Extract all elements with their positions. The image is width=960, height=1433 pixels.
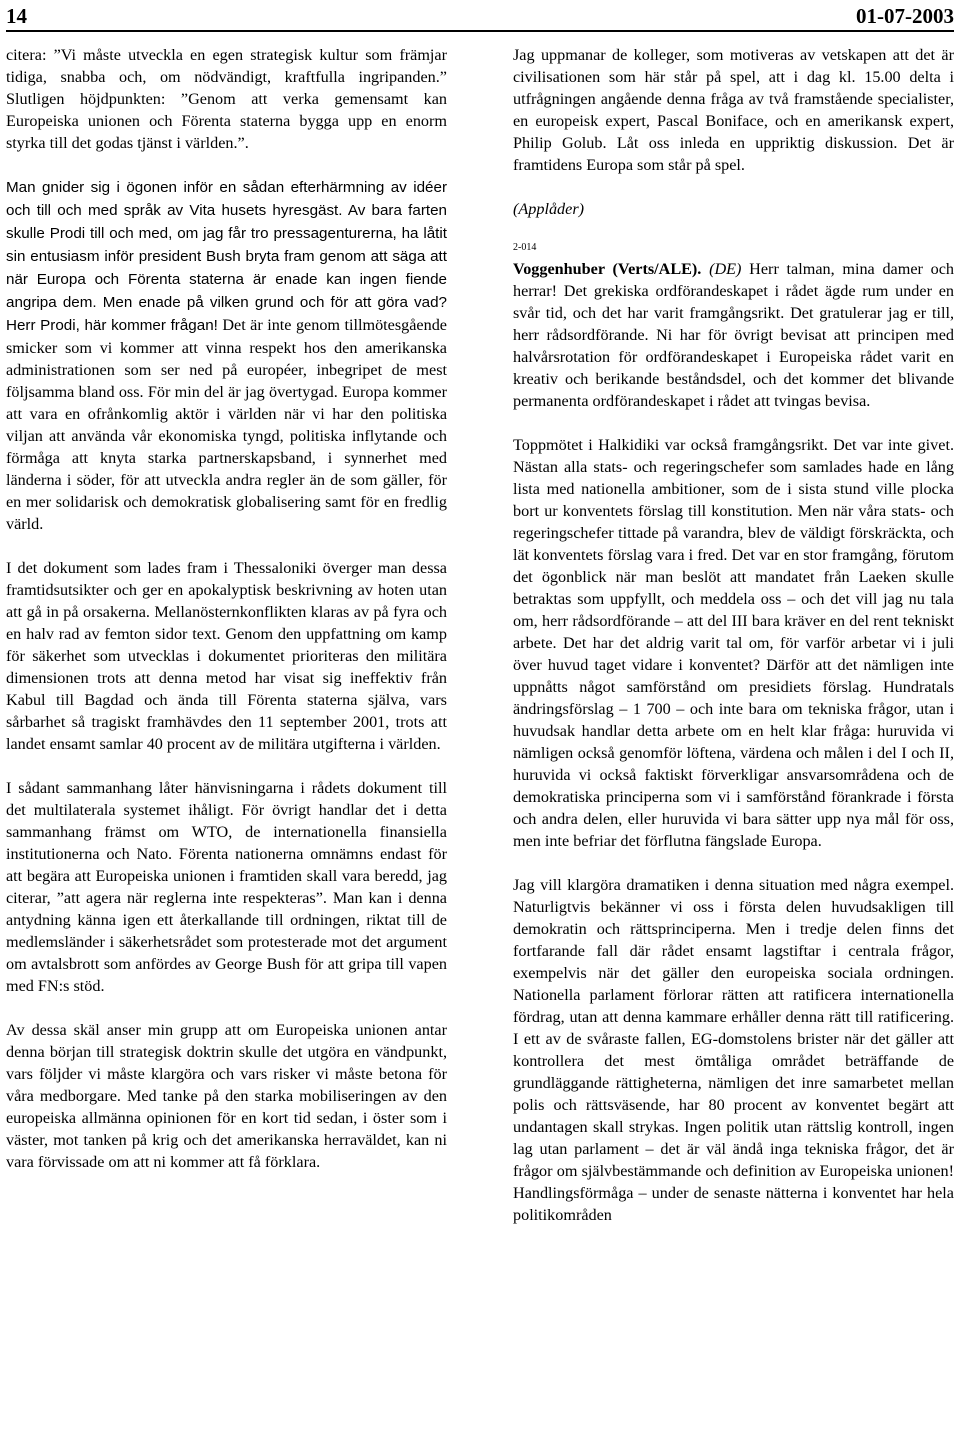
right-column [513, 44, 954, 1226]
paragraph-sans-segment: Man gnider sig i ögonen inför en sådan efterhärmning av idéer och till och med språk av Vita husets hyresgäst. Av bara farten skulle Prodi till och med, om jag får tro pressagenturerna, ha låtit sin entusiasm inför president Bush bryta fram genom att säga att när Europa och Förenta staterna är enade kan ingen fiende angripa dem. Men enade på vilken grund och för att göra vad? Herr Prodi, här kommer frågan! [6, 179, 447, 334]
paragraph: Jag vill klargöra dramatiken i denna situation med några exempel. Naturligtvis bekänner vi oss i första delen huvudsakligen till demokratin och rättsprinciperna. Men i tredje delen finns det fortfarande fall där rådet ensamt lagstiftar i centrala frågor, exempelvis när det gäller den europeiska sociala ordningen. Nationella parlament förlorar rätten att ratificera internationella fördrag, utan att denna kammare erhåller denna rätt till ratificering. I ett av de svåraste fallen, EG-domstolens brister när det gäller att kontrollera det mest ömtåliga området beträffande de grundläggande rättigheterna, nämligen det inre samarbetet mellan polis och rättsväsende, har 80 procent av konventet begärt att undantagen skall strykas. Ingen politik utan rättslig kontroll, ingen lag utan parlament – det är väl ändå inga tekniska frågor, det är frågor om självbestämmande och definition av Europeiska unionen! Handlingsförmåga – under de senaste nätterna i konventet har hela politikområden [513, 876, 954, 1224]
paragraph: I det dokument som lades fram i Thessaloniki överger man dessa framtidsutsikter och ger en apokalyptisk beskrivning av hoten utan att gå in på orsakerna. Mellanösternkonflikten klaras av på fyra och en halv rad av femton sidor text. Genom den uppfattning om kamp för säkerhet som utvecklas i dokumentet prioriteras den militära dimensionen trots att denna metod har visat sig ineffektiv från Kabul till Bagdad och ända till Förenta staterna själva, vars sårbarhet så tragiskt framhävdes den 11 september 2001, trots att landet ensamt samlar 40 procent av de militära utgifterna i världen. [6, 559, 447, 753]
paragraph: I sådant sammanhang låter hänvisningarna i rådets dokument till det multilaterala systemet ihåligt. För övrigt handlar det i detta sammanhang främst om WTO, de internationella finansiella institutionerna och Nato. Förenta nationerna omnämns endast för att begära att Europeiska unionen i framtiden skall vara beredd, jag citerar, ”att agera när reglerna inte respekteras”. Man kan i denna antydning känna igen ett återkallande till ordningen, riktat till de medlemsländer i säkerhetsrådet som protesterade mot det argument om avtalsbrott som anfördes av George Bush för att gripa till vapen med FN:s stöd. [6, 779, 447, 995]
speaker-paragraph [513, 258, 954, 412]
applause-note: (Applåder) [513, 200, 585, 218]
speaker-text: Herr talman, mina damer och herrar! Det grekiska ordförandeskapet i rådet ägde rum under en svår tid, och det har varit framgångsrikt. Det gratulerar jag er till, herr rådsordförande. Ni har för övrigt bevisat att principen med halvårsrotation för ordförandeskapet i Europeiska rådet varit en kreativ och berikande beståndsdel, och det kommer det blivande permanenta ordförandeskapet i rådet att tvingas bevisa. [513, 260, 955, 410]
page-number: 14 [6, 4, 27, 28]
paragraph: Jag uppmanar de kolleger, som motiveras av vetskapen att det är civilisationen som här står på spel, att i dag kl. 15.00 delta i utfrågningen angående denna fråga av två framstående specialister, en europeisk expert, Pascal Boniface, och en amerikansk expert, Philip Golub. Låt oss inleda en uppriktig diskussion. Det är framtidens Europa som står på spel. [513, 46, 954, 174]
paragraph: Av dessa skäl anser min grupp att om Europeiska unionen antar denna början till strategisk doktrin skulle det utgöra en vändpunkt, vars följder vi måste klargöra och vars risker vi måste betona för våra medborgare. Med tanke på den starka mobiliseringen av den europeiska allmänna opinionen för en kort tid sedan, i öster som i väster, mot tanken på krig och det amerikanska herraväldet, kan ni vara förvissade om att ni kommer att få förklara. [6, 1021, 447, 1171]
page-header [6, 0, 954, 32]
paragraph [6, 176, 447, 535]
left-column [6, 44, 447, 1173]
page-date: 01-07-2003 [856, 4, 954, 28]
paragraph: citera: ”Vi måste utveckla en egen strategisk kultur som främjar tidiga, snabba och, om nödvändigt, kraftfulla ingripanden.” Slutligen höjdpunkten: ”Genom att verka gemensamt kan Europeiska unionen och Förenta staterna bygga upp en enorm styrka till det godas tjänst i världen.”. [6, 46, 447, 152]
speaker-name: Voggenhuber (Verts/ALE). [513, 260, 702, 278]
speaker-language: (DE) [709, 260, 742, 278]
speaker-id: 2-014 [513, 242, 537, 253]
paragraph: Toppmötet i Halkidiki var också framgångsrikt. Det var inte givet. Nästan alla stats- och regeringschefer som samlades hade en lång lista med nationella ambitioner, som de i sista stund ville plocka bort ur konventets förslag till konstitution. Men när våra stats- och regeringschefer tittade på varandra, blev de väldigt förskräckta, och lät konventets förslag vara i fred. Det var en stor framgång, förutom det ögonblick när man beslöt att mandatet från Laeken skulle betraktas som uppfyllt, och meddela oss – och det vill jag nu tala om, herr rådsordförande – att del III bara kräver en del rent tekniskt arbete. Det har det aldrig varit tal om, för varför arbetar vi i juli över huvud taget vidare i konventet? Därför att det nämligen inte uppnåtts något samförstånd om presidiets förslag. Hundratals ändringsförslag – 1 700 – och inte bara om tekniska frågor, utan i huvudsak handlar detta arbete om en helt klar fråga: huruvida vi nämligen också genomför löftena, värdena och målen i del I och II, huruvida vi också faktiskt förverkligar ansvarsområdena och de demokratiska principerna som vi i samförstånd förankrade i första och andra delen, eller huruvida vi bara sätter upp nya mål för oss, men inte befriar det förflutna fängslade Europa. [513, 436, 954, 850]
paragraph-serif-segment: Det är inte genom tillmötesgående smicker som vi kommer att vinna respekt hos den amerikanska administrationen som ser ned på européer, inbegripet de mest följsamma bland oss. För min del är jag övertygad. Europa kommer att vara en ofrånkomlig aktör i världen när vi har den politiska viljan att använda vår ekonomiska tyngd, politiska inflytande och förmåga att knyta starka partnerskapsband, i synnerhet med länderna i söder, för att utveckla andra regler än de som gäller, för en mer solidarisk och demokratisk globalisering samt för en fredlig värld. [6, 316, 447, 533]
